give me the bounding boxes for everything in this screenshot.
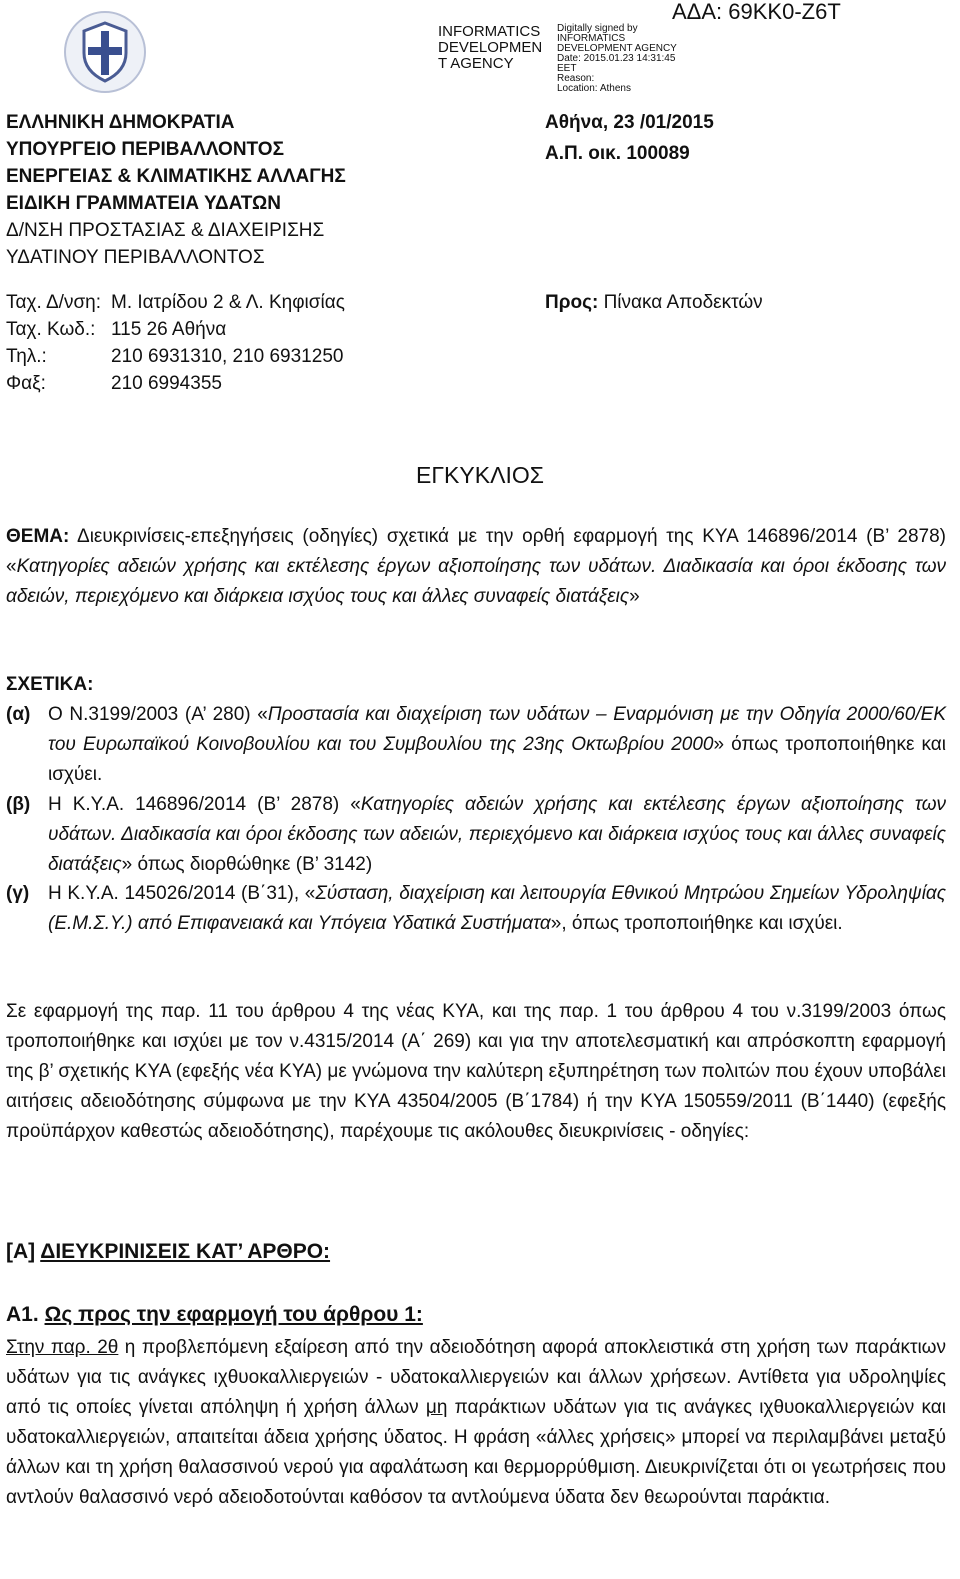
related-item-label: (β) — [6, 794, 31, 815]
a1-paragraph — [6, 1333, 946, 1513]
agency-line: T AGENCY — [438, 55, 514, 72]
signature-line: Digitally signed by — [557, 23, 638, 34]
address-value: 210 6994355 — [111, 373, 222, 394]
a1-paragraph-emphasis: μη — [425, 1397, 448, 1418]
ministry-line: ΕΛΛΗΝΙΚΗ ΔΗΜΟΚΡΑΤΙΑ — [6, 112, 235, 133]
related-item-post: » όπως τροποποιήθηκε και ισχύει. — [48, 734, 946, 785]
ministry-line: ΕΝΕΡΓΕΙΑΣ & ΚΛΙΜΑΤΙΚΗΣ ΑΛΛΑΓΗΣ — [6, 166, 346, 187]
signature-line: DEVELOPMENT AGENCY — [557, 43, 677, 54]
signature-line: Reason: — [557, 73, 595, 84]
signature-line: INFORMATICS — [557, 33, 626, 44]
subsection-a1-label: Α1. — [6, 1303, 39, 1326]
address-block — [6, 289, 345, 397]
signature-line: EET — [557, 63, 577, 74]
ministry-line: ΕΙΔΙΚΗ ΓΡΑΜΜΑΤΕΙΑ ΥΔΑΤΩΝ — [6, 193, 281, 214]
document-type-title: ΕΓΚΥΚΛΙΟΣ — [416, 462, 544, 488]
recipient-value: Πίνακα Αποδεκτών — [603, 292, 763, 313]
a1-paragraph-ref: Στην παρ. 2θ — [6, 1337, 119, 1358]
ministry-header — [6, 109, 346, 217]
related-item-label: (γ) — [6, 883, 30, 904]
signer-agency — [438, 24, 542, 72]
related-item-post: » όπως διορθώθηκε (Β’ 3142) — [121, 854, 373, 875]
digital-signature-info — [557, 24, 677, 94]
related-item-pre: Ο Ν.3199/2003 (Α’ 280) « — [48, 704, 268, 725]
subject-italic-text: Κατηγορίες αδειών χρήσης και εκτέλεσης έργων αξιοποίησης των υδάτων. Διαδικασία και όροι έκδοσης των αδειών, περιεχόμενο και διάρκεια ισχύος τους και άλλες συναφείς διατάξεις — [6, 556, 946, 607]
address-value: 210 6931310, 210 6931250 — [111, 346, 344, 367]
address-line — [6, 343, 345, 370]
related-item — [6, 700, 946, 790]
related-item — [6, 879, 946, 939]
signature-line: Location: Athens — [557, 83, 631, 94]
protocol-number: Α.Π. οικ. 100089 — [545, 143, 690, 164]
address-value: 115 26 Αθήνα — [111, 319, 227, 340]
related-item — [6, 790, 946, 880]
subject-text-end: » — [629, 586, 640, 607]
address-line — [6, 289, 345, 316]
greek-emblem — [62, 9, 148, 95]
related-item-text — [48, 879, 946, 939]
address-label: Ταχ. Δ/νση: — [6, 292, 102, 313]
related-item-post: », όπως τροποποιήθηκε και ισχύει. — [550, 913, 843, 934]
address-line — [6, 316, 345, 343]
a1-paragraph-text-cont: παράκτιων υδάτων για τις ανάγκες ιχθυοκαλλιεργειών και υδατοκαλλιεργειών, απαιτείται άδεια χρήσης ύδατος. Η φράση «άλλες χρήσεις» μπορεί να περιλαμβάνει μεταξύ άλλων και τη χρήση θαλασσινού νερού για αφαλάτωση και θερμορρύθμιση. Διευκρινίζεται ότι οι γεωτρήσεις που αντλούν θαλασσινό νερό αδειοδοτούνται καθόσον τα αντλούμενα ύδατα δεν θεωρούνται παράκτια. — [6, 1397, 946, 1508]
related-item-text — [48, 700, 946, 790]
recipient-label: Προς: — [545, 292, 599, 313]
related-item-text — [48, 790, 946, 880]
ministry-line: ΥΠΟΥΡΓΕΙΟ ΠΕΡΙΒΑΛΛΟΝΤΟΣ — [6, 139, 284, 160]
recipient — [545, 289, 763, 316]
directorate-line: ΥΔΑΤΙΝΟΥ ΠΕΡΙΒΑΛΛΟΝΤΟΣ — [6, 247, 265, 268]
a1-paragraph-text: η προβλεπόμενη εξαίρεση από την αδειοδότηση αφορά αποκλειστικά στη χρήση των παράκτιων υδάτων για τις ανάγκες ιχθυοκαλλιεργειών - υδατοκαλλιεργειών και άλλων χρήσεων. Αντίθετα για υδροληψίες από τις οποίες γίνεται απόληψη ή χρήση άλλων — [6, 1337, 947, 1418]
address-label: Τηλ.: — [6, 346, 47, 367]
subsection-a1-title: Ως προς την εφαρμογή του άρθρου 1: — [44, 1303, 423, 1326]
related-item-pre: Η Κ.Υ.Α. 145026/2014 (Β΄31), « — [48, 883, 316, 904]
address-value: Μ. Ιατρίδου 2 & Λ. Κηφισίας — [111, 292, 345, 313]
agency-line: DEVELOPMEN — [438, 39, 543, 56]
section-a-heading — [6, 1237, 330, 1267]
signature-line: Date: 2015.01.23 14:31:45 — [557, 53, 676, 64]
subject-text: Διευκρινίσεις-επεξηγήσεις (οδηγίες) σχετικά με την ορθή εφαρμογή της ΚΥΑ 146896/2014 (Β’ 2878) « — [6, 526, 946, 577]
document-date: Αθήνα, 23 /01/2015 — [545, 112, 714, 133]
related-item-pre: Η Κ.Υ.Α. 146896/2014 (Β’ 2878) « — [48, 794, 361, 815]
directorate-line: Δ/ΝΣΗ ΠΡΟΣΤΑΣΙΑΣ & ΔΙΑΧΕΙΡΙΣΗΣ — [6, 220, 325, 241]
related-item-italic: Προστασία και διαχείριση των υδάτων – Εναρμόνιση με την Οδηγία 2000/60/ΕΚ του Ευρωπαϊκού Κοινοβουλίου και του Συμβουλίου της 23ης Οκτωβρίου 2000 — [48, 704, 946, 755]
related-item-label: (α) — [6, 704, 31, 725]
address-label: Φαξ: — [6, 373, 46, 394]
agency-line: INFORMATICS — [438, 23, 541, 40]
related-title: ΣΧΕΤΙΚΑ: — [6, 674, 94, 695]
address-label: Ταχ. Κωδ.: — [6, 319, 96, 340]
intro-paragraph: Σε εφαρμογή της παρ. 11 του άρθρου 4 της νέας ΚΥΑ, και της παρ. 1 του άρθρου 4 του ν.3199/2003 όπως τροποποιήθηκε και ισχύει με τον ν.4315/2014 (Α΄ 269) και για την αποτελεσματική και απρόσκοπτη εφαρμογή της β’ σχετικής ΚΥΑ (εφεξής νέα ΚΥΑ) με γνώμονα την καλύτερη εξυπηρέτηση των πολιτών που έχουν υποβάλει αιτήσεις αδειοδότησης σύμφωνα με την ΚΥΑ 43504/2005 (Β΄1784) ή την ΚΥΑ 150559/2011 (Β΄1440) (εφεξής προϋπάρχον καθεστώς αδειοδότησης), παρέχουμε τις ακόλουθες διευκρινίσεις - οδηγίες: — [6, 1001, 946, 1142]
related-item-italic: Κατηγορίες αδειών χρήσης και εκτέλεσης έργων αξιοποίησης των υδάτων. Διαδικασία και όροι έκδοσης των αδειών, περιεχόμενο και διάρκεια ισχύος τους και άλλες συναφείς διατάξεις — [48, 794, 946, 875]
subsection-a1-heading — [6, 1300, 423, 1330]
ada-number: ΑΔΑ: 69ΚΚ0-Ζ6Τ — [672, 0, 841, 24]
subject-label: ΘΕΜΑ: — [6, 526, 70, 547]
directorate-header — [6, 217, 324, 271]
related-item-italic: Σύσταση, διαχείριση και λειτουργία Εθνικού Μητρώου Σημείων Υδροληψίας (Ε.Μ.Σ.Υ.) από Επιφανειακά και Υπόγεια Υδατικά Συστήματα — [48, 883, 946, 934]
section-a-prefix: [Α] — [6, 1240, 36, 1263]
section-a-title: ΔΙΕΥΚΡΙΝΙΣΕΙΣ ΚΑΤ’ ΑΡΘΡΟ: — [40, 1240, 331, 1263]
address-line — [6, 370, 345, 397]
subject-paragraph — [6, 522, 946, 612]
